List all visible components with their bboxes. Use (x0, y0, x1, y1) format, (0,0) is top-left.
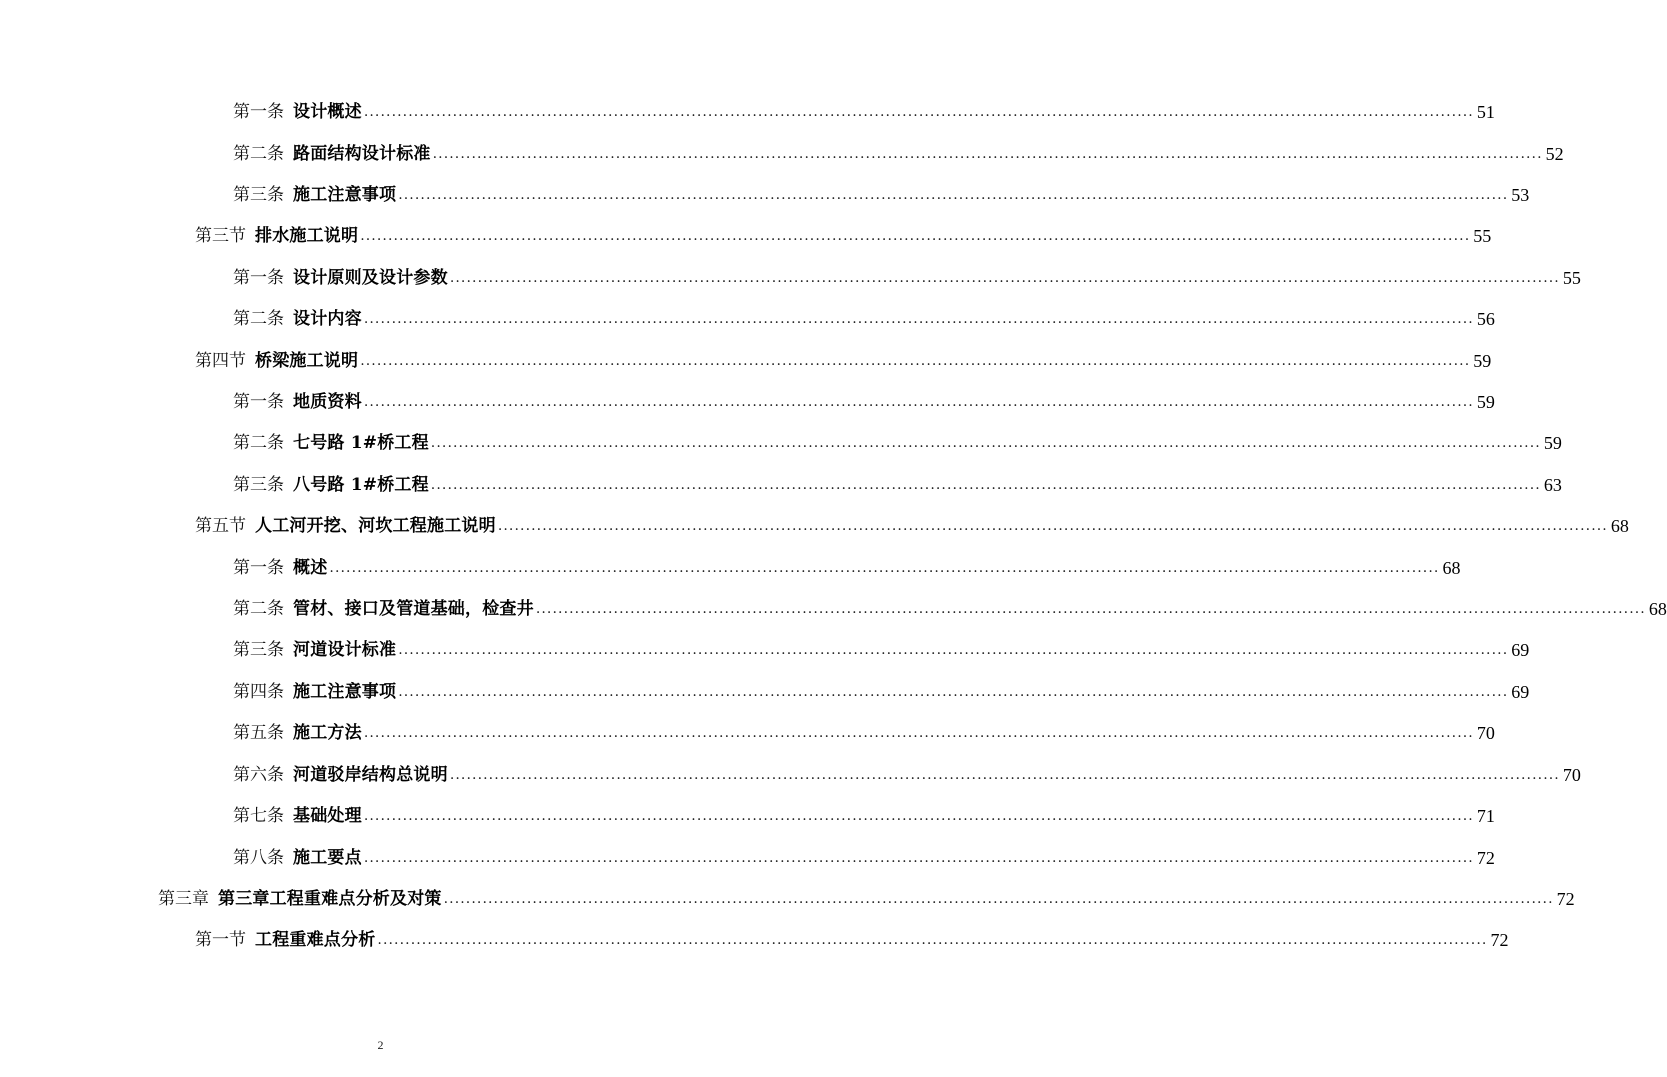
toc-entry-number: 第二条 (233, 433, 284, 453)
toc-entry-page: 72 (1490, 930, 1509, 950)
toc-entry-title: 施工方法 (293, 723, 362, 743)
toc-entry[interactable] (233, 842, 1495, 868)
toc-entry-number: 第三条 (233, 475, 284, 495)
toc-entry-number: 第二条 (233, 599, 284, 619)
toc-entry-page: 69 (1511, 682, 1530, 702)
toc-entry[interactable] (233, 717, 1495, 743)
toc-entry-title: 基础处理 (293, 806, 362, 826)
dot-leader: ........................................................................................................................................................................................................ (363, 808, 1474, 824)
toc-entry-number: 第二条 (233, 309, 284, 329)
toc-entry[interactable] (233, 138, 1564, 164)
toc-entry-title: 施工注意事项 (293, 185, 397, 205)
toc-entry-page: 53 (1511, 185, 1530, 205)
toc-entry-title: 设计概述 (293, 102, 362, 122)
toc-entry-title: 设计原则及设计参数 (293, 268, 448, 288)
toc-entry[interactable] (195, 220, 1492, 246)
toc-entry-title: 第三章工程重难点分析及对策 (218, 889, 442, 909)
toc-entry-page: 68 (1442, 558, 1461, 578)
dot-leader: ........................................................................................................................................................................................................ (363, 104, 1474, 120)
toc-entry[interactable] (233, 386, 1495, 412)
toc-entry-title: 排水施工说明 (255, 226, 359, 246)
dot-leader: ........................................................................................................................................................................................................ (363, 394, 1474, 410)
toc-entry[interactable] (233, 593, 1667, 619)
toc-entry-title: 路面结构设计标准 (293, 144, 431, 164)
toc-entry-page: 51 (1476, 102, 1495, 122)
toc-entry-number: 第三节 (195, 226, 246, 246)
dot-leader: ........................................................................................................................................................................................................ (535, 601, 1646, 617)
toc-entry-page: 70 (1476, 723, 1495, 743)
toc-entry[interactable] (233, 179, 1530, 205)
toc-entry[interactable] (233, 800, 1495, 826)
toc-entry[interactable] (233, 676, 1530, 702)
toc-entry[interactable] (233, 96, 1495, 122)
toc-entry[interactable] (158, 883, 1575, 909)
toc-entry-number: 第一节 (195, 930, 246, 950)
dot-leader: ........................................................................................................................................................................................................ (360, 353, 1471, 369)
toc-entry-number: 第五节 (195, 516, 246, 536)
toc-entry-title: 八号路 1#桥工程 (293, 475, 429, 495)
dot-leader: ........................................................................................................................................................................................................ (430, 435, 1541, 451)
toc-entry-number: 第五条 (233, 723, 284, 743)
dot-leader: ........................................................................................................................................................................................................ (398, 187, 1509, 203)
toc-entry[interactable] (233, 552, 1461, 578)
toc-entry-title: 施工注意事项 (293, 682, 397, 702)
toc-entry-number: 第一条 (233, 558, 284, 578)
toc-entry-number: 第四节 (195, 351, 246, 371)
dot-leader: ........................................................................................................................................................................................................ (398, 642, 1509, 658)
toc-entry[interactable] (233, 634, 1530, 660)
toc-entry-title: 工程重难点分析 (255, 930, 376, 950)
toc-entry-page: 69 (1511, 640, 1530, 660)
toc-entry-page: 68 (1610, 516, 1629, 536)
dot-leader: ........................................................................................................................................................................................................ (363, 725, 1474, 741)
toc-entry-title: 概述 (293, 558, 328, 578)
toc-entry-page: 59 (1543, 433, 1562, 453)
dot-leader: ........................................................................................................................................................................................................ (363, 850, 1474, 866)
page-number: 2 (377, 1038, 384, 1052)
toc-entry[interactable] (233, 262, 1581, 288)
toc-entry-number: 第一条 (233, 392, 284, 412)
dot-leader: ........................................................................................................................................................................................................ (432, 146, 1543, 162)
toc-entry[interactable] (195, 345, 1492, 371)
toc-entry[interactable] (195, 924, 1509, 950)
dot-leader: ........................................................................................................................................................................................................ (443, 891, 1554, 907)
toc-entry-page: 59 (1476, 392, 1495, 412)
toc-entry-number: 第一条 (233, 102, 284, 122)
dot-leader: ........................................................................................................................................................................................................ (377, 932, 1488, 948)
toc-entry-title: 桥梁施工说明 (255, 351, 359, 371)
dot-leader: ........................................................................................................................................................................................................ (360, 228, 1471, 244)
toc-entry[interactable] (233, 303, 1495, 329)
toc-entry-number: 第三章 (158, 889, 209, 909)
dot-leader: ........................................................................................................................................................................................................ (497, 518, 1608, 534)
toc-entry-page: 68 (1648, 599, 1667, 619)
toc-entry-page: 70 (1562, 765, 1581, 785)
toc-entry-page: 56 (1476, 309, 1495, 329)
toc-entry-title: 设计内容 (293, 309, 362, 329)
toc-entry[interactable] (233, 469, 1562, 495)
toc-entry-number: 第八条 (233, 848, 284, 868)
toc-entry-page: 72 (1556, 889, 1575, 909)
dot-leader: ........................................................................................................................................................................................................ (430, 477, 1541, 493)
dot-leader: ........................................................................................................................................................................................................ (363, 311, 1474, 327)
toc-entry-page: 63 (1543, 475, 1562, 495)
toc-entry-title: 人工河开挖、河坎工程施工说明 (255, 516, 496, 536)
dot-leader: ........................................................................................................................................................................................................ (398, 684, 1509, 700)
toc-entry-title: 七号路 1#桥工程 (293, 433, 429, 453)
toc-entry[interactable] (195, 510, 1629, 536)
toc-entry-page: 55 (1473, 226, 1492, 246)
toc-entry-number: 第七条 (233, 806, 284, 826)
toc-entry-page: 52 (1545, 144, 1564, 164)
toc-entry-number: 第二条 (233, 144, 284, 164)
toc-entry[interactable] (233, 759, 1581, 785)
toc-entry-title: 河道设计标准 (293, 640, 397, 660)
toc-entry-title: 河道驳岸结构总说明 (293, 765, 448, 785)
toc-entry-number: 第三条 (233, 185, 284, 205)
toc-entry-page: 55 (1562, 268, 1581, 288)
toc-entry-title: 地质资料 (293, 392, 362, 412)
toc-entry-page: 59 (1473, 351, 1492, 371)
toc-entry-page: 71 (1476, 806, 1495, 826)
toc-entry-title: 施工要点 (293, 848, 362, 868)
dot-leader: ........................................................................................................................................................................................................ (449, 767, 1560, 783)
toc-entry-number: 第一条 (233, 268, 284, 288)
toc-entry-number: 第四条 (233, 682, 284, 702)
toc-entry[interactable] (233, 427, 1562, 453)
toc-entry-number: 第三条 (233, 640, 284, 660)
dot-leader: ........................................................................................................................................................................................................ (449, 270, 1560, 286)
toc-entry-page: 72 (1476, 848, 1495, 868)
toc-entry-number: 第六条 (233, 765, 284, 785)
toc-entry-title: 管材、接口及管道基础，检查井 (293, 599, 534, 619)
dot-leader: ........................................................................................................................................................................................................ (329, 560, 1440, 576)
